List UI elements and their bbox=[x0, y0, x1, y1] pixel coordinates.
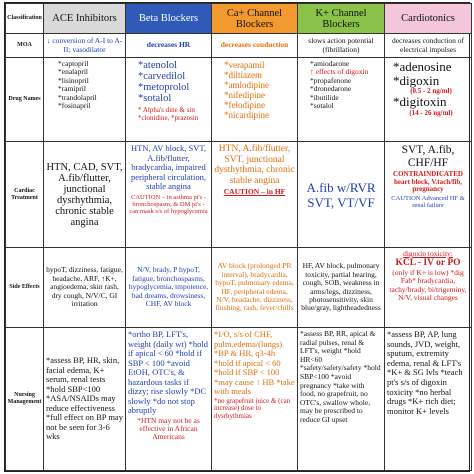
drug-item: *trandolapril bbox=[58, 92, 97, 102]
drug-item: *digitoxin bbox=[393, 94, 447, 110]
side-effects-ace: hypoT, dizziness, fatigue, headache, ARF, ↑K+, angioedema, skin rash, dry cough, N/V/C, GI irritation bbox=[44, 248, 126, 328]
row-head-side-effects: Side Effects bbox=[6, 248, 44, 328]
nursing-note: *no grapefruit juice & (can increase) dose to dysrhythmias bbox=[214, 396, 291, 420]
drug-item: *nicardipine bbox=[224, 110, 269, 120]
moa-ace: ↓ conversion of A-I to A-II; vasodilator bbox=[44, 34, 126, 58]
column-header-ace: ACE Inhibitors bbox=[44, 4, 126, 34]
therapeutic-range: (14 - 26 ng/ml) bbox=[409, 108, 453, 117]
alpha-blocker-note: * Alpha's dine & sin *clonidine, *prazosin bbox=[138, 106, 199, 122]
treatment-text: HTN, AV block, SVT, A.fib/flutter, bradycardia, impaired peripheral circulation, stable angina bbox=[130, 143, 207, 191]
treatment-text: SVT, A.fib, CHF/HF bbox=[401, 144, 455, 169]
column-header-cardio: Cardiotonics bbox=[385, 4, 472, 34]
moa-beta: decreases HR bbox=[126, 34, 212, 58]
drug-item: *carvedilol bbox=[138, 71, 186, 82]
side-effects-beta: N/V, brady, P hypoT, fatigue, bronchospasms, hypoglycemia, impotence, bad dreams, drowsiness, CHF, AV block bbox=[126, 248, 212, 328]
drug-item: *felodipine bbox=[224, 100, 265, 110]
drug-item: *amiodarone bbox=[310, 59, 350, 68]
moa-k: slows action potential (fibrillation) bbox=[298, 34, 385, 58]
treatment-ca bbox=[212, 142, 298, 248]
caution-note: CAUTION – in HF bbox=[223, 187, 286, 196]
row-head-drug-names: Drug Names bbox=[6, 58, 44, 142]
therapeutic-range: (0.5 - 2 ng/ml) bbox=[410, 87, 452, 95]
drug-item: *verapamil bbox=[224, 60, 265, 70]
caution-note: CAUTION – in asthma pt's - bronchospasm, & DM pt's - can mask s/s of hypoglycemia bbox=[129, 193, 208, 215]
toxicity-details: (only if K+ is low) *dig Fab* bradycardia, tachy/brady, bi/trigeminy, N/V, visual changes bbox=[389, 267, 467, 303]
contraindicated-note: CONTRAINDICATED heart block, V.tach/fib, pregnancy bbox=[393, 170, 463, 193]
drug-item: *atenolol bbox=[138, 60, 178, 71]
drug-item: *sotalol bbox=[310, 101, 334, 111]
nursing-cardio: *assess BP, AP, lung sounds, JVD, weight, sputum, extremity edema, renal & LFT's *K+ & SG lvls *teach pt's s/s of digoxin toxicity *no herbal drugs *K+ rich diet; monitor K+ levels bbox=[385, 328, 472, 471]
drug-table bbox=[5, 3, 472, 471]
drugs-cardio bbox=[385, 58, 472, 142]
row-head-cardiac-treatment: Cardiac Treatment bbox=[6, 142, 44, 248]
kcl-treatment: KCL - IV or PO bbox=[395, 258, 461, 269]
drug-item: *adenosine bbox=[393, 59, 452, 74]
treatment-text: HTN, A.fib/flutter, SVT, junctional dysthythmia, chronic stable angina bbox=[214, 144, 295, 186]
treatment-k: A.fib w/RVR SVT, VT/VF bbox=[298, 142, 385, 248]
moa-ca: decreases conduction bbox=[212, 34, 298, 58]
side-effects-ca: AV block (prolonged PR interval), bradycardia, hypoT, pulmonary edema, HF, peripheral edema, N/V, headache, dizziness, flushing, rash, fever/chills bbox=[212, 248, 298, 328]
column-header-ca: Ca+ Channel Blockers bbox=[212, 4, 298, 34]
drug-item: *ramipril bbox=[58, 84, 86, 94]
drug-item: *lisinopril bbox=[58, 75, 89, 85]
drug-item: *dronedarone bbox=[310, 84, 352, 94]
drug-item: *metoprolol bbox=[138, 82, 190, 93]
drug-item: *amlodipine bbox=[224, 80, 269, 90]
drug-item: *propafenone bbox=[310, 75, 352, 85]
drug-item: *diltiazem bbox=[224, 70, 262, 80]
nursing-beta bbox=[126, 328, 212, 471]
drugs-ca bbox=[212, 58, 298, 142]
drug-item: *ibutilide bbox=[310, 92, 339, 102]
drug-item: *sotalol bbox=[138, 93, 172, 104]
drugs-k bbox=[298, 58, 385, 142]
side-effects-cardio bbox=[385, 248, 472, 328]
moa-cardio: decreases conduction of electrical impulses bbox=[385, 34, 472, 58]
row-head-moa: MOA bbox=[6, 34, 44, 58]
nursing-text: *ortho BP, LFT's, weight (daily wt) *hold if apical < 60 *hold if SBP < 100 *avoid EtOH, OTC's, & hazardous tasks if dizzy; rise slowly *DC slowly *do not stop abruptly bbox=[128, 329, 209, 415]
drug-item: *digoxin bbox=[393, 72, 440, 88]
nursing-k: *assess BP, RR, apical & radial pulses, renal & LFT's, weight *hold HR<60 *safety/safety/safety *hold SBP<100 *avoid pregnancy *take with food, no grapefruit, no OTC's, swallow whole, may be prescribed to reduce GI upset bbox=[298, 328, 385, 471]
treatment-cardio bbox=[385, 142, 472, 248]
treatment-beta bbox=[126, 142, 212, 248]
toxicity-title: digoxin toxicity: bbox=[403, 249, 453, 258]
caution-note: CAUTION Advanced HF & renal failure bbox=[391, 194, 465, 209]
nursing-ca bbox=[212, 328, 298, 471]
column-header-k: K+ Channel Blockers bbox=[298, 4, 385, 34]
drug-comparison-sheet bbox=[4, 2, 470, 472]
side-effects-k: HF, AV block, pulmonary toxicity, partial hearing, cough, SOB, weakness in arms/legs, dizziness, photosensitivity, skin blue/gray, lightheadedness bbox=[298, 248, 385, 328]
drugs-beta bbox=[126, 58, 212, 142]
drug-item: *captopril bbox=[58, 59, 89, 68]
nursing-text: *I/O, s/s of CHF, pulm.edema/(lungs) *BP & HR, q3-4h *hold if apical < 60 *hold if SBP < 100 *may cause ↑ HB *take with meals bbox=[214, 329, 295, 396]
digoxin-effect-note: ↑ effects of digoxin bbox=[310, 67, 369, 77]
drug-item: *fosinapril bbox=[58, 101, 91, 111]
row-head-nursing-management: Nursing Management bbox=[6, 328, 44, 471]
drugs-ace bbox=[44, 58, 126, 142]
treatment-ace: HTN, CAD, SVT, A.fib/flutter, junctional dysrhythmia, chronic stable angina bbox=[44, 142, 126, 248]
drug-item: *nifedipine bbox=[224, 90, 265, 100]
column-header-beta: Beta Blockers bbox=[126, 4, 212, 34]
drug-item: *enalapril bbox=[58, 67, 88, 77]
nursing-ace: *assess BP, HR, skin, facial edema, K+ serum, renal tests *hold SBP<100 *ASA/NSAIDs may reduce effectiveness *full effect on BP may not be seen for 3-6 wks bbox=[44, 328, 126, 471]
nursing-note: *HTN may not be as effective in African Americans bbox=[137, 415, 200, 441]
corner-label: Classification bbox=[6, 4, 44, 34]
